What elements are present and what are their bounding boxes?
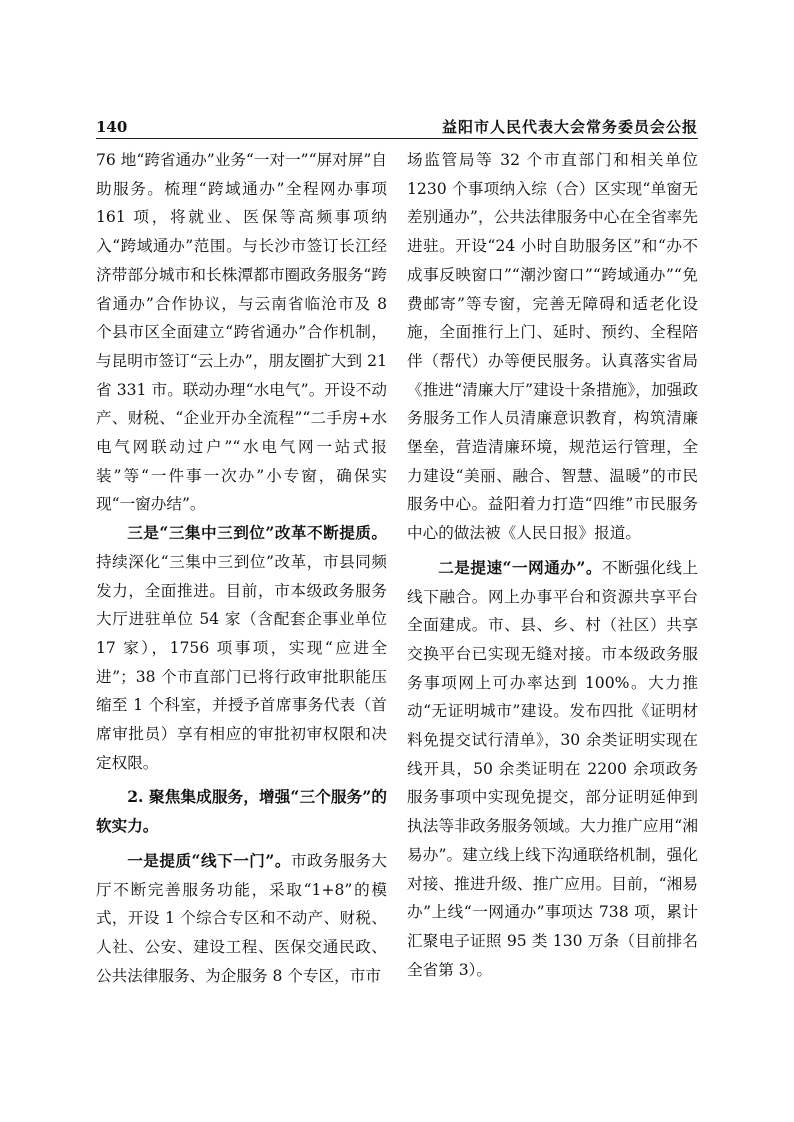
header-rule <box>96 138 698 139</box>
paragraph-body: 持续深化“三集中三到位”改革，市县同频发力，全面推进。目前，市本级政务服务大厅进驻单位 54 家（含配套企事业单位 17 家），1756 项事项，实现“应进全进”；38 个市直部门已将行政审批职能压缩至 1 个科室，并授予首席事务代表（首席审批员）享有相应的审批初审权限和决定权限。 <box>96 552 387 772</box>
paragraph-three-concentrations <box>96 519 387 777</box>
paragraph-body: 市政务服务大厅不断完善服务功能，采取“1+8”的模式，开设 1 个综合专区和不动产、财税、人社、公安、建设工程、医保交通民政、公共法律服务、为企服务 8 个专区，市市 <box>96 851 387 985</box>
section-heading-text: 2. 聚焦集成服务，增强“三个服务”的软实力。 <box>96 787 387 836</box>
page-number: 140 <box>96 118 128 136</box>
paragraph-online-service <box>407 554 698 985</box>
right-column <box>407 146 698 984</box>
paragraph-body: 不断强化线上线下融合。网上办事平台和资源共享平台全面建成。市、县、乡、村（社区）共享交换平台已实现无缝对接。市本级政务服务事项网上可办率达到 100%。大力推动“无证明城市”建设。发布四批《证明材料免提交试行清单》，30 余类证明实现在线开具，50 余类证明在 2200 余项政务服务事项中实现免提交，部分证明延伸到执法等非政务服务领域。大力推广应用“湘易办”。建立线上线下沟通联络机制，强化对接、推进升级、推广应用。目前，“湘易办”上线“一网通办”事项达 738 项，累计汇聚电子证照 95 类 130 万条（目前排名全省第 3）。 <box>407 558 698 979</box>
paragraph-offline-service <box>96 847 387 991</box>
paragraph-lead: 一是提质“线下一门”。 <box>127 850 291 870</box>
paragraph-continued: 场监管局等 32 个市直部门和相关单位 1230 个事项纳入综（合）区实现“单窗无差别通办”，公共法律服务中心在全省率先进驻。开设“24 小时自助服务区”和“办不成事反映窗口”“潮沙窗口”“跨域通办”“免费邮寄”等专窗，完善无障碍和适老化设施，全面推行上门、延时、预约、全程陪伴（帮代）办等便民服务。认真落实省局《推进“清廉大厅”建设十条措施》，加强政务服务工作人员清廉意识教育，构筑清廉堡垒，营造清廉环境，规范运行管理，全力建设“美丽、融合、智慧、温暖”的市民服务中心。益阳着力打造“四维”市民服务中心的做法被《人民日报》报道。 <box>407 151 698 543</box>
paragraph-continued: 76 地“跨省通办”业务“一对一”“屏对屏”自助服务。梳理“跨域通办”全程网办事项 161 项，将就业、医保等高频事项纳入“跨域通办”范围。与长沙市签订长江经济带部分城市和长株潭都市圈政务服务“跨省通办”合作协议，与云南省临沧市及 8 个县市区全面建立“跨省通办”合作机制，与昆明市签订“云上办”，朋友圈扩大到 21 省 331 市。联动办理“水电气”。开设不动产、财税、“企业开办全流程”“二手房+水电气网联动过户”“水电气网一站式报装”等“一件事一次办”小专窗，确保实现“一窗办结”。 <box>96 151 387 514</box>
paragraph-lead: 三是“三集中三到位”改革不断提质。 <box>127 523 387 543</box>
journal-title: 益阳市人民代表大会常务委员会公报 <box>441 118 698 136</box>
left-column <box>96 146 387 990</box>
section-heading <box>96 783 387 840</box>
paragraph-lead: 二是提速“一网通办”。 <box>438 557 602 577</box>
